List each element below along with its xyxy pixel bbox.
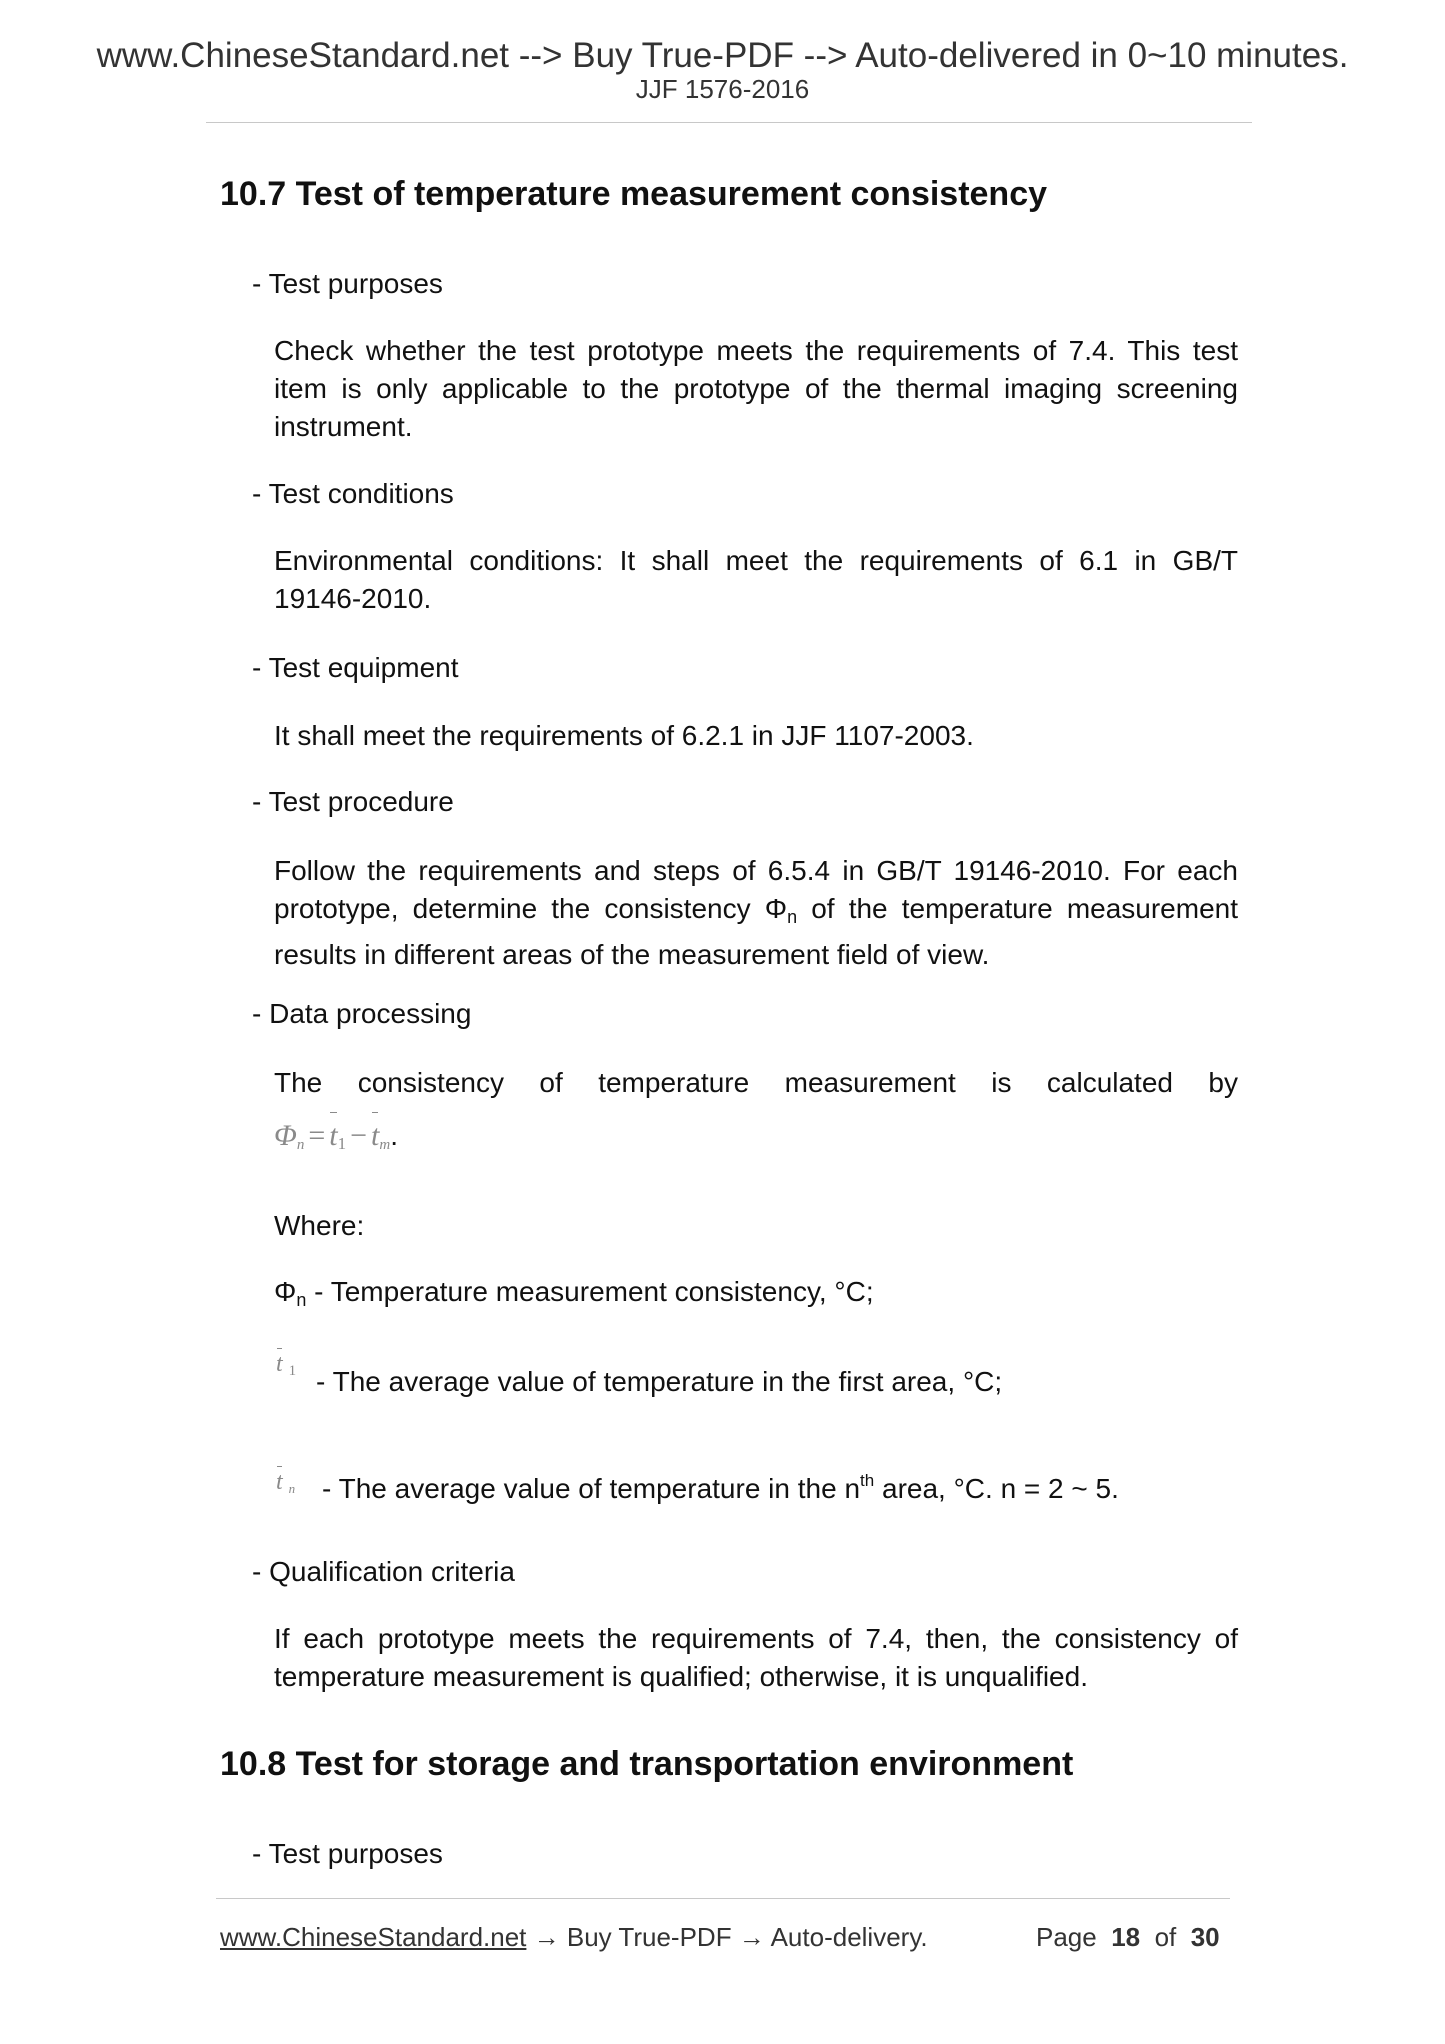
test-purposes-label: - Test purposes — [252, 268, 443, 299]
test-procedure-label: - Test procedure — [252, 786, 454, 817]
definition-tn: - The average value of temperature in the $n^{th}$ area, °C. n = 2 ~ 5. — [322, 1471, 1119, 1504]
arrow-icon: → — [533, 1922, 560, 1952]
formula-image: Φn = t1 − tm — [274, 1119, 390, 1152]
procedure-text-part-1: Follow the requirements and steps of 6.5.4 in GB/T 19146-2010. For each prototype, determine the consistency Φ — [274, 855, 1238, 924]
where-label: Where: — [274, 1210, 365, 1241]
procedure-subscript: n — [787, 907, 798, 927]
top-banner[interactable]: www.ChineseStandard.net --> Buy True-PDF --> Auto-delivered in 0~10 minutes. — [96, 36, 1349, 75]
test-purposes-text: Check whether the test prototype meets the requirements of 7.4. This test item is only applicable to the prototype of the thermal imaging screening instrument. — [274, 335, 1238, 442]
consistency-formula: Φn = t1 − tm. — [274, 1116, 398, 1156]
section-10-8-title: 10.8 Test for storage and transportation environment — [220, 1745, 1074, 1783]
phi-symbol: Φ — [274, 1276, 297, 1307]
total-pages: 30 — [1190, 1922, 1220, 1952]
t1-symbol-image: t 1 — [276, 1352, 296, 1379]
definition-t1: - The average value of temperature in the first area, °C; — [316, 1366, 1003, 1397]
data-processing-label: - Data processing — [252, 998, 472, 1029]
page-indicator: Page 18 of 30 — [1036, 1922, 1220, 1952]
test-equipment-label: - Test equipment — [252, 652, 459, 683]
test-equipment-text: It shall meet the requirements of 6.2.1 in JJF 1107-2003. — [274, 720, 974, 751]
current-page-number: 18 — [1111, 1922, 1141, 1952]
document-code: JJF 1576-2016 — [635, 74, 810, 104]
test-conditions-text: Environmental conditions: It shall meet the requirements of 6.1 in GB/T 19146-2010. — [274, 545, 1238, 614]
test-conditions-label: - Test conditions — [252, 478, 454, 509]
test-procedure-text — [274, 852, 1238, 974]
arrow-icon: → — [738, 1922, 765, 1952]
qualification-criteria-label: - Qualification criteria — [252, 1556, 515, 1587]
procedure-text-part-2: of the temperature measurement results in different areas of the measurement field of view. — [274, 893, 1239, 970]
footer-links: www.ChineseStandard.net → Buy True-PDF → Auto-delivery. — [220, 1922, 928, 1952]
data-processing-text: The consistency of temperature measurement is calculated by — [274, 1067, 1238, 1098]
qualification-criteria-text: If each prototype meets the requirements of 7.4, then, the consistency of temperature measurement is qualified; otherwise, it is unqualified. — [274, 1623, 1238, 1692]
section-10-7-title: 10.7 Test of temperature measurement consistency — [220, 175, 1048, 213]
footer-divider — [216, 1898, 1230, 1899]
header-divider — [206, 122, 1252, 123]
section-10-8-purposes-label: - Test purposes — [252, 1838, 443, 1869]
tn-symbol-image: tn — [276, 1470, 295, 1495]
definition-phi: $\Phi_n$ - Temperature measurement consistency, °C; — [274, 1276, 874, 1310]
footer-site-link[interactable]: www.ChineseStandard.net — [220, 1922, 527, 1952]
